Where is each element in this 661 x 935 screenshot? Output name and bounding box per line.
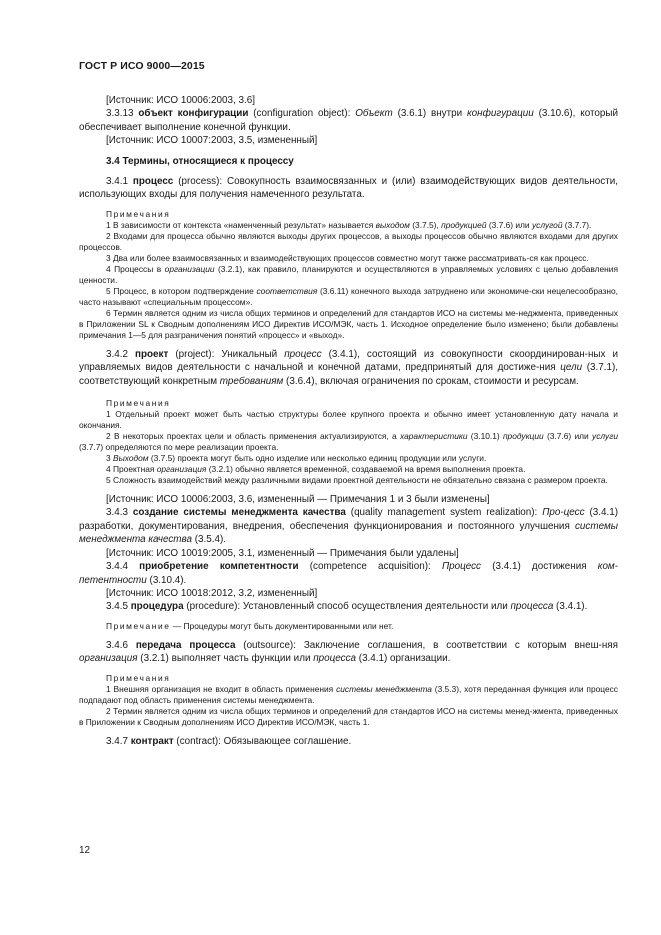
italic-text: соответствия	[256, 285, 318, 296]
term-entry	[79, 600, 618, 613]
text-run: (3.10.6), который обеспечивает выполнение конечной функции.	[79, 108, 618, 133]
italic-text: организация	[79, 653, 138, 665]
term-number: 3.4.3	[106, 507, 128, 519]
text-run: 5 Сложность взаимодействий между различными видами проектной деятельности не обязательно связана с размером проекта.	[106, 475, 608, 486]
term-number: 3.4.6	[106, 639, 128, 651]
term-english: (process):	[178, 176, 223, 188]
italic-text: Про-цесс	[542, 507, 585, 519]
single-note	[79, 621, 618, 632]
term-entry	[79, 560, 618, 587]
term-name: контракт	[130, 735, 174, 747]
page-header: ГОСТ Р ИСО 9000—2015	[79, 60, 205, 72]
term-english: (procedure):	[186, 601, 241, 613]
term-english: (configuration object):	[253, 108, 351, 120]
text-run: 5 Процесс, в котором подтверждение	[106, 285, 257, 296]
term-english: (outsource):	[243, 639, 296, 651]
italic-text: системы менеджмента качества	[79, 520, 618, 546]
term-english: (project):	[175, 348, 215, 360]
text-run: (3.10.1)	[467, 431, 503, 442]
term-english: (competence acquisition):	[309, 561, 431, 573]
text-run: 2 Термин является одним из числа общих терминов и определений для стандартов ИСО на системы менед-жмента, приведенных в Приложении к Сводным дополнениям ИСО Директив ИСО/МЭК, часть 1.	[79, 705, 618, 727]
note-text: — Процедуры могут быть документированными или нет.	[170, 620, 394, 631]
text-run: (3.7.5) проекта могут быть одно изделие или несколько единиц продукции или услуги.	[148, 453, 487, 464]
italic-text: организация	[156, 464, 207, 475]
italic-text: системы менеджмента	[336, 683, 432, 694]
note-item	[79, 431, 618, 453]
text-run: 6 Термин является одним из числа общих терминов и определений для стандартов ИСО на системы ме-неджмента, приведенных в Приложении SL к Сводным дополнениям ИСО Директив ИСО/МЭК, часть 1. Исходное определение было изменено; были добавлены примечания 1—5 для разграничения понятий «процесс» и «выход».	[79, 307, 618, 340]
term-name: передача процесса	[135, 639, 236, 651]
note-item	[79, 409, 618, 431]
spacer	[79, 614, 618, 621]
term-number: 3.4.2	[106, 348, 128, 360]
spacer	[79, 202, 618, 209]
text-run: (3.6.1) внутри	[392, 108, 468, 120]
italic-text: процесс	[284, 348, 322, 360]
text-run: (3.7.7).	[562, 219, 592, 230]
document-body	[79, 94, 618, 748]
term-name: процедура	[130, 601, 184, 613]
text-run: (3.4.1) организации.	[356, 653, 451, 665]
note-item	[79, 684, 618, 706]
note-item	[79, 475, 618, 486]
text-run: (3.7.5),	[409, 219, 442, 230]
text-run: (3.7.6) или	[486, 219, 532, 230]
spacer	[79, 148, 618, 155]
spacer	[79, 341, 618, 348]
text-run: Установленный способ осуществления деятельности или	[242, 601, 511, 613]
text-run: (3.4.1).	[553, 601, 588, 613]
spacer	[79, 486, 618, 493]
term-entry	[79, 735, 618, 748]
italic-text: конфигурации	[467, 108, 534, 120]
term-name: приобретение компетентности	[139, 561, 299, 573]
spacer	[79, 632, 618, 639]
text-run: (3.6.11) конечного выхода затруднено или экономиче-ски нецелесообразно, часто называют «специальным процессом».	[79, 285, 618, 307]
text-run: (3.7.6) или	[543, 431, 592, 442]
term-number: 3.4.5	[106, 601, 128, 613]
term-english: (contract):	[176, 735, 221, 747]
source-reference: [Источник: ИСО 10019:2005, 3.1, измененный — Примечания были удалены]	[106, 547, 459, 559]
note-item	[79, 453, 618, 464]
text-run: (3.6.4), включая ограничения по срокам, стоимости и ресурсам.	[283, 375, 579, 387]
term-number: 3.3.13	[106, 108, 134, 120]
italic-text: организации	[164, 263, 215, 274]
notes-heading: Примечания	[106, 672, 171, 683]
term-number: 3.4.4	[106, 561, 128, 573]
italic-text: продукцией	[441, 219, 487, 230]
term-name: процесс	[132, 176, 174, 188]
note-label: Примечание	[106, 620, 171, 631]
section-heading: 3.4 Термины, относящиеся к процессу	[106, 155, 294, 167]
note-item	[79, 264, 618, 286]
note-item	[79, 464, 618, 475]
term-name: создание системы менеджмента качества	[132, 507, 346, 519]
term-entry	[79, 506, 618, 546]
italic-text: характеристики	[400, 431, 468, 442]
italic-text: требованиям	[219, 375, 284, 387]
source-reference: [Источник: ИСО 10006:2003, 3.6]	[106, 95, 255, 106]
text-run: (3.7.7) определяются по мере реализации проекта.	[79, 442, 279, 453]
italic-text: выходом	[375, 219, 410, 230]
italic-text: Процесс	[441, 561, 481, 573]
text-run: Обязывающее соглашение.	[223, 735, 352, 747]
text-run: (3.2.1) обычно является временной, создаваемой на время выполнения проекта.	[206, 464, 526, 475]
text-run: (3.10.4).	[146, 574, 187, 586]
text-run: (3.2.1), как правило, планируются и осуществляются в управляемых условиях с целью добавления ценности.	[79, 263, 618, 285]
text-run: 4 Проектная	[106, 464, 157, 475]
term-english: (quality management system realization):	[350, 507, 538, 519]
term-name: проект	[135, 348, 169, 360]
note-item	[79, 231, 618, 253]
text-run: 2 Входами для процесса обычно являются выходы других процессов, а выходы процессов обычно являются входами для других процессов.	[79, 230, 618, 252]
text-run: 2 В некоторых проектах цели и область применения актуализируются, а	[106, 431, 400, 442]
text-run: 1 В зависимости от контекста «наменченный результат» называется	[106, 219, 376, 230]
text-run: (3.5.4).	[191, 534, 226, 546]
term-entry	[79, 348, 618, 388]
text-run: 1 Внешняя организация не входит в область применения	[106, 683, 337, 694]
text-run: (3.4.1) разработки, документирования, внедрения, обеспечения функционирования и постоянного улучшения	[79, 507, 619, 532]
source-reference: [Источник: ИСО 10007:2003, 3.5, измененный]	[106, 135, 318, 147]
italic-text: Выходом	[113, 453, 149, 464]
note-item	[79, 706, 618, 728]
text-run: (3.4.1) достижения	[481, 561, 598, 573]
italic-text: услуги	[592, 431, 618, 442]
text-run: 1 Отдельный проект может быть частью структуры более крупного проекта и обычно имеет установленную дату начала и окончания.	[79, 409, 618, 431]
text-run: (3.4.1), состоящий из совокупности скоординирован-ных и управляемых видов деятельности с начальной и конечной датами, предпринятый для достиже-ния	[79, 348, 619, 374]
italic-text: процесса	[313, 653, 357, 665]
text-run: 3 Два или более взаимосвязанных и взаимодействующих процессов совместно могут также рассматривать-ся как процесс.	[106, 252, 589, 263]
text-run: (3.2.1) выполняет часть функции или	[137, 653, 314, 665]
term-number: 3.4.1	[106, 176, 128, 188]
text-run: (3.5.3), хотя переданная функция или процесс подпадают под область применения системы менеджмента.	[79, 683, 618, 705]
page-number: 12	[79, 845, 91, 856]
source-reference: [Источник: ИСО 10018:2012, 3.2, измененный]	[106, 587, 318, 599]
term-entry	[79, 107, 618, 134]
text-run: 4 Процессы в	[106, 263, 165, 274]
term-name: объект конфигурации	[138, 108, 249, 120]
term-entry	[79, 175, 618, 202]
note-item	[79, 286, 618, 308]
term-number: 3.4.7	[106, 735, 128, 747]
term-entry	[79, 639, 618, 666]
text-run: Заключение соглашения, в соответствии с которым внеш-няя	[303, 639, 618, 651]
notes-heading: Примечания	[106, 398, 171, 409]
text-run: (3.7.1), соответствующий конкретным	[79, 362, 618, 387]
italic-text: Объект	[355, 108, 393, 120]
spacer	[79, 728, 618, 735]
italic-text: ком-петентности	[79, 561, 618, 586]
spacer	[79, 168, 618, 175]
italic-text: цели	[560, 362, 583, 374]
text-run: Совокупность взаимосвязанных и (или) взаимодействующих видов деятельности, использующих входы для получения намеченного результата.	[79, 176, 618, 201]
note-item	[79, 220, 618, 231]
italic-text: продукции	[502, 431, 544, 442]
text-run: Уникальный	[221, 348, 285, 360]
notes-heading: Примечания	[106, 208, 171, 219]
text-run: 3	[106, 453, 113, 464]
source-reference: [Источник: ИСО 10006:2003, 3.6, измененный — Примечания 1 и 3 были изменены]	[106, 494, 490, 506]
spacer	[79, 666, 618, 673]
note-item	[79, 308, 618, 341]
note-item	[79, 253, 618, 264]
spacer	[79, 388, 618, 398]
italic-text: процесса	[510, 601, 554, 613]
italic-text: услугой	[531, 219, 563, 230]
